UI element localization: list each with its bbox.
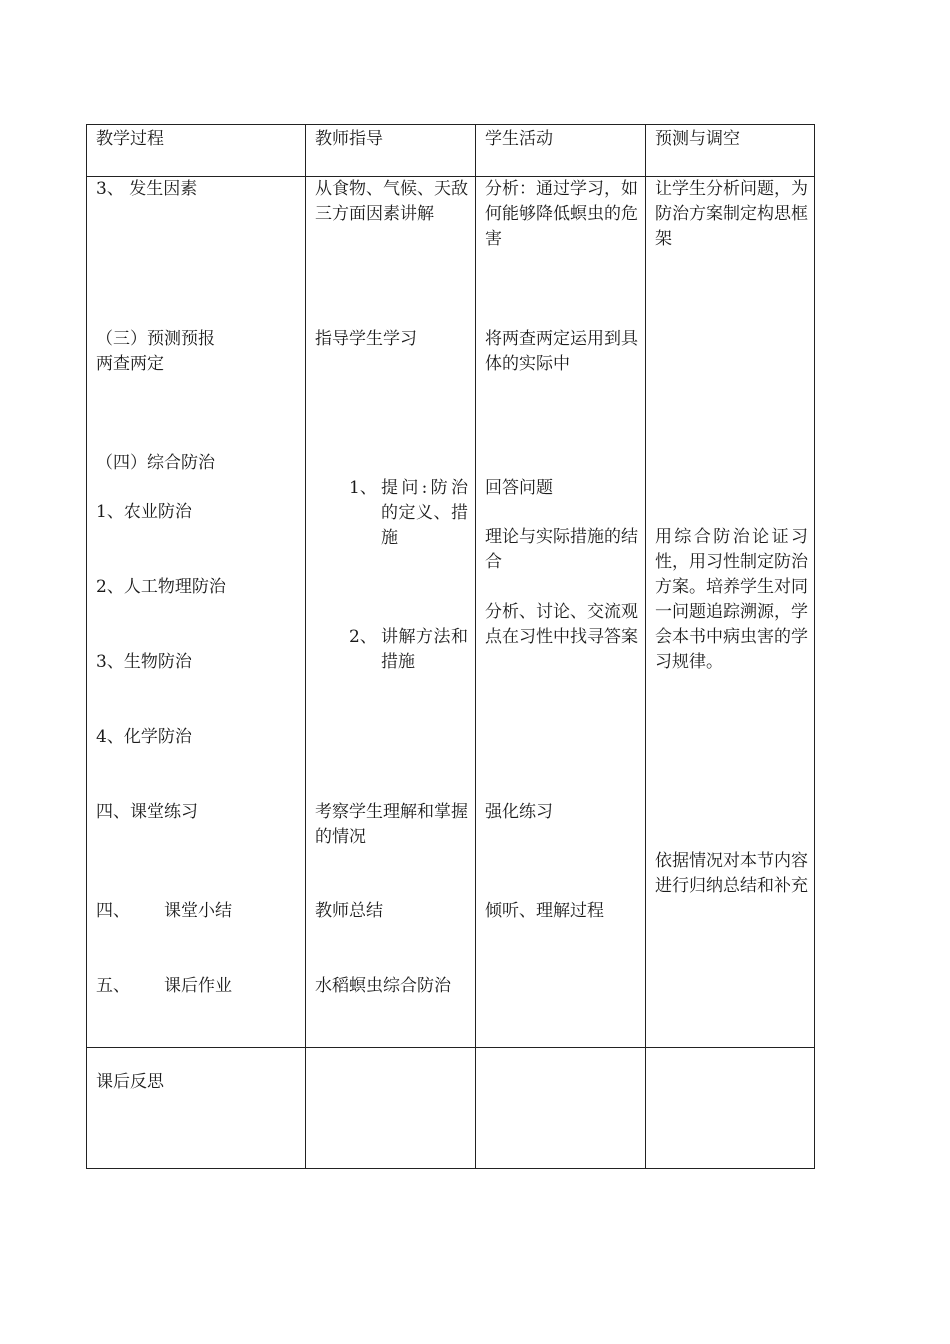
student-activity: 分析、讨论、交流观点在习性中找寻答案 [485, 602, 638, 647]
column-divider [645, 125, 646, 1168]
process-item: 课堂小结 [164, 901, 232, 921]
prediction-note: 依据情况对本节内容进行归纳总结和补充 [655, 851, 808, 896]
process-item: 四、课堂练习 [96, 802, 198, 822]
teacher-guidance: 提问:防治的定义、措施 [381, 478, 468, 548]
row-divider [87, 1047, 814, 1048]
process-item: 3、 发生因素 [96, 179, 198, 199]
process-item: 1、农业防治 [96, 502, 192, 522]
process-item: （四）综合防治 [96, 453, 215, 473]
process-item-number: 四、 [96, 901, 130, 921]
teacher-guidance: 指导学生学习 [315, 329, 417, 349]
process-item: 2、人工物理防治 [96, 577, 226, 597]
process-item: 3、生物防治 [96, 652, 192, 672]
header-student: 学生活动 [485, 129, 553, 149]
header-predict: 预测与调空 [655, 129, 740, 149]
prediction-note: 用综合防治论证习性，用习性制定防治方案。培养学生对同一问题追踪溯源，学会本书中病虫害的学习规律。 [655, 527, 808, 672]
process-item: 4、化学防治 [96, 727, 192, 747]
prediction-note: 让学生分析问题，为防治方案制定构思框架 [655, 179, 808, 249]
teacher-guidance: 从食物、气候、天敌三方面因素讲解 [315, 179, 468, 224]
process-item-number: 五、 [96, 976, 130, 996]
student-activity: 倾听、理解过程 [485, 901, 604, 921]
student-activity: 回答问题 [485, 478, 553, 498]
teacher-guidance: 讲解方法和措施 [381, 627, 468, 672]
process-item: （三）预测预报 [96, 329, 215, 349]
student-activity: 将两查两定运用到具体的实际中 [485, 329, 638, 374]
student-activity: 分析：通过学习，如何能够降低螟虫的危害 [485, 179, 638, 249]
student-activity: 强化练习 [485, 802, 553, 822]
column-divider [305, 125, 306, 1168]
process-item: 两查两定 [96, 354, 164, 374]
student-activity: 理论与实际措施的结合 [485, 527, 638, 572]
teacher-guidance-number: 2、 [349, 627, 377, 647]
header-process: 教学过程 [96, 129, 164, 149]
teacher-guidance: 考察学生理解和掌握的情况 [315, 802, 468, 847]
reflection-label: 课后反思 [96, 1072, 164, 1092]
teacher-guidance: 水稻螟虫综合防治 [315, 976, 451, 996]
header-teacher: 教师指导 [315, 129, 383, 149]
column-divider [475, 125, 476, 1168]
lesson-plan-table [86, 124, 815, 1169]
process-item: 课后作业 [164, 976, 232, 996]
teacher-guidance: 教师总结 [315, 901, 383, 921]
teacher-guidance-number: 1、 [349, 478, 377, 498]
